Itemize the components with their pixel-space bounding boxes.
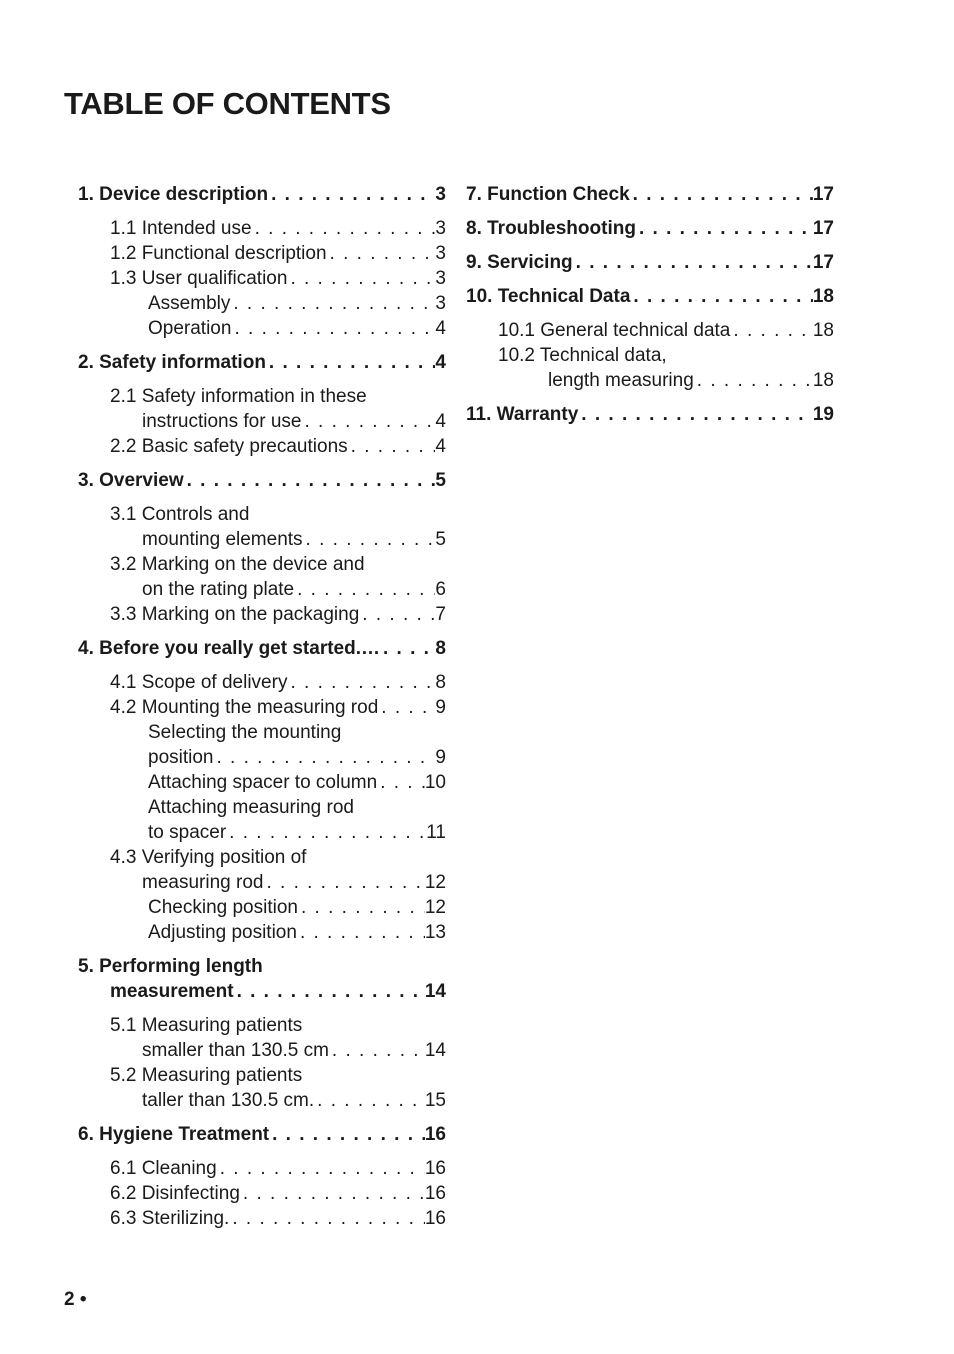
toc-leader-dots	[327, 241, 436, 266]
toc-page-number: 16	[424, 1183, 446, 1204]
toc-entry-label: measurement	[110, 981, 234, 1002]
toc-leader-dots	[298, 895, 425, 920]
toc-leader-dots	[573, 250, 813, 275]
toc-sub-entry[interactable]	[78, 745, 446, 770]
toc-page-number: 6	[435, 579, 446, 600]
toc-page-number: 16	[424, 1124, 446, 1145]
toc-entry-label: 3.3 Marking on the packaging	[110, 604, 360, 625]
toc-entry-label: to spacer	[148, 822, 227, 843]
toc-page-number: 4	[435, 411, 446, 432]
toc-chapter-entry[interactable]	[78, 468, 446, 493]
toc-sub-entry[interactable]	[78, 870, 446, 895]
toc-leader-dots	[294, 577, 435, 602]
toc-sub-entry[interactable]	[78, 820, 446, 845]
toc-leader-dots	[630, 182, 813, 207]
toc-entry-label: Operation	[148, 318, 232, 339]
toc-entry-label: 5.1 Measuring patients	[110, 1015, 303, 1036]
toc-page-number: 15	[424, 1090, 446, 1111]
toc-sub-entry[interactable]	[78, 552, 446, 577]
toc-entry-label: 10.2 Technical data,	[498, 345, 667, 366]
toc-sub-entry[interactable]	[78, 1088, 446, 1113]
toc-entry-label: 5.2 Measuring patients	[110, 1065, 303, 1086]
toc-page-number: 8	[435, 672, 446, 693]
toc-sub-entry[interactable]	[78, 795, 446, 820]
toc-page-number: 11	[426, 822, 446, 843]
toc-entry-label: 11. Warranty	[466, 404, 579, 425]
toc-sub-entry[interactable]	[466, 368, 834, 393]
toc-leader-dots	[268, 182, 435, 207]
toc-leader-dots	[269, 1122, 425, 1147]
toc-entry-label: on the rating plate	[142, 579, 295, 600]
toc-page-number: 14	[424, 1040, 446, 1061]
toc-entry-label: 4.2 Mounting the measuring rod	[110, 697, 379, 718]
toc-chapter-entry[interactable]	[466, 216, 834, 241]
toc-page-number: 17	[812, 252, 834, 273]
toc-leader-dots	[231, 316, 435, 341]
toc-entry-label: position	[148, 747, 214, 768]
toc-entry-label: Attaching spacer to column	[148, 772, 378, 793]
toc-leader-dots	[229, 1206, 425, 1231]
toc-entry-label: instructions for use	[142, 411, 302, 432]
toc-leader-dots	[578, 402, 813, 427]
toc-leader-dots	[314, 1088, 425, 1113]
toc-sub-entry[interactable]	[78, 670, 446, 695]
toc-page-number: 5	[435, 529, 446, 550]
toc-leader-dots	[230, 291, 435, 316]
toc-page-number: 4	[435, 318, 446, 339]
toc-entry-label: Adjusting position	[148, 922, 297, 943]
toc-entry-label: mounting elements	[142, 529, 303, 550]
toc-page-number: 18	[812, 286, 834, 307]
toc-leader-dots	[217, 1156, 425, 1181]
toc-sub-entry[interactable]	[78, 434, 446, 459]
toc-page-number: 9	[435, 747, 446, 768]
toc-chapter-entry[interactable]	[78, 954, 446, 979]
toc-page-number: 16	[424, 1158, 446, 1179]
toc-sub-entry[interactable]	[78, 502, 446, 527]
toc-leader-dots	[297, 920, 425, 945]
toc-chapter-entry[interactable]	[466, 402, 834, 427]
toc-entry-label: Checking position	[148, 897, 298, 918]
page-title: TABLE OF CONTENTS	[64, 86, 391, 121]
toc-entry-label: Attaching measuring rod	[148, 797, 354, 818]
toc-entry-label: 6. Hygiene Treatment	[78, 1124, 270, 1145]
toc-entry-label: 3. Overview	[78, 470, 184, 491]
toc-leader-dots	[301, 409, 435, 434]
toc-entry-label: Assembly	[148, 293, 231, 314]
toc-page-number: 8	[435, 638, 446, 659]
toc-page-number: 3	[435, 243, 446, 264]
toc-sub-entry[interactable]	[78, 770, 446, 795]
page-number: 2 •	[64, 1289, 87, 1310]
toc-entry-label: 6.2 Disinfecting	[110, 1183, 240, 1204]
toc-sub-entry[interactable]	[78, 291, 446, 316]
toc-page-number: 14	[424, 981, 446, 1002]
toc-chapter-entry[interactable]	[78, 182, 446, 207]
toc-page-number: 12	[424, 897, 446, 918]
toc-page-number: 18	[812, 370, 834, 391]
toc-leader-dots	[184, 468, 436, 493]
toc-page-number: 3	[435, 293, 446, 314]
toc-chapter-entry[interactable]	[78, 979, 446, 1004]
toc-leader-dots	[240, 1181, 425, 1206]
toc-page-number: 19	[812, 404, 834, 425]
toc-entry-label: 9. Servicing	[466, 252, 573, 273]
toc-leader-dots	[377, 770, 425, 795]
toc-page-number: 13	[424, 922, 446, 943]
toc-sub-entry[interactable]	[78, 216, 446, 241]
toc-sub-entry[interactable]	[78, 527, 446, 552]
toc-entry-label: 1. Device description	[78, 184, 269, 205]
toc-leader-dots	[266, 350, 436, 375]
toc-leader-dots	[630, 284, 812, 309]
toc-page-number: 4	[435, 352, 446, 373]
toc-page-number: 7	[435, 604, 446, 625]
toc-left-column	[78, 182, 446, 1231]
toc-entry-label: 1.1 Intended use	[110, 218, 252, 239]
toc-leader-dots	[329, 1038, 425, 1063]
toc-leader-dots	[287, 266, 435, 291]
toc-entry-label: 2.2 Basic safety precautions	[110, 436, 348, 457]
toc-entry-label: 8. Troubleshooting	[466, 218, 636, 239]
toc-entry-label: 2.1 Safety information in these	[110, 386, 367, 407]
toc-sub-entry[interactable]	[78, 266, 446, 291]
toc-entry-label: 7. Function Check	[466, 184, 630, 205]
toc-entry-label: measuring rod	[142, 872, 264, 893]
toc-page-number: 3	[435, 268, 446, 289]
toc-right-column	[466, 182, 834, 427]
toc-leader-dots	[378, 695, 435, 720]
toc-leader-dots	[252, 216, 436, 241]
toc-page-number: 9	[435, 697, 446, 718]
toc-entry-label: smaller than 130.5 cm	[142, 1040, 329, 1061]
toc-entry-label: 3.2 Marking on the device and	[110, 554, 365, 575]
toc-page-number: 17	[812, 218, 834, 239]
toc-leader-dots	[263, 870, 424, 895]
toc-sub-entry[interactable]	[78, 1206, 446, 1231]
toc-entry-label: 4.1 Scope of delivery	[110, 672, 288, 693]
toc-entry-label: 4.3 Verifying position of	[110, 847, 307, 868]
toc-leader-dots	[694, 368, 813, 393]
toc-sub-entry[interactable]	[78, 1063, 446, 1088]
toc-entry-label: 3.1 Controls and	[110, 504, 250, 525]
toc-page-number: 18	[812, 320, 834, 341]
toc-leader-dots	[234, 979, 425, 1004]
toc-sub-entry[interactable]	[78, 577, 446, 602]
toc-leader-dots	[730, 318, 812, 343]
toc-entry-label: 2. Safety information	[78, 352, 266, 373]
toc-page-number: 10	[424, 772, 446, 793]
toc-sub-entry[interactable]	[466, 318, 834, 343]
toc-sub-entry[interactable]	[78, 720, 446, 745]
toc-entry-label: 10. Technical Data	[466, 286, 631, 307]
toc-leader-dots	[214, 745, 436, 770]
toc-sub-entry[interactable]	[78, 1013, 446, 1038]
toc-entry-label: taller than 130.5 cm.	[142, 1090, 315, 1111]
toc-sub-entry[interactable]	[78, 695, 446, 720]
toc-sub-entry[interactable]	[78, 920, 446, 945]
toc-entry-label: 10.1 General technical data	[498, 320, 731, 341]
toc-chapter-entry[interactable]	[466, 182, 834, 207]
toc-leader-dots	[380, 636, 435, 661]
toc-chapter-entry[interactable]	[466, 250, 834, 275]
toc-chapter-entry[interactable]	[466, 284, 834, 309]
toc-page-number: 17	[812, 184, 834, 205]
toc-sub-entry[interactable]	[78, 1038, 446, 1063]
toc-page-number: 5	[435, 470, 446, 491]
toc-sub-entry[interactable]	[78, 384, 446, 409]
toc-chapter-entry[interactable]	[78, 1122, 446, 1147]
toc-page-number: 16	[424, 1208, 446, 1229]
toc-sub-entry[interactable]	[78, 895, 446, 920]
toc-sub-entry[interactable]	[466, 343, 834, 368]
toc-sub-entry[interactable]	[78, 409, 446, 434]
toc-page-number: 12	[424, 872, 446, 893]
toc-sub-entry[interactable]	[78, 316, 446, 341]
toc-page-number: 3	[435, 184, 446, 205]
toc-sub-entry[interactable]	[78, 1156, 446, 1181]
toc-leader-dots	[303, 527, 436, 552]
toc-entry-label: 5. Performing length	[78, 956, 263, 977]
toc-leader-dots	[348, 434, 436, 459]
toc-chapter-entry[interactable]	[78, 636, 446, 661]
toc-entry-label: 4. Before you really get started.…	[78, 638, 380, 659]
toc-entry-label: 1.3 User qualification	[110, 268, 288, 289]
toc-leader-dots	[636, 216, 813, 241]
toc-page-number: 3	[435, 218, 446, 239]
toc-sub-entry[interactable]	[78, 241, 446, 266]
toc-sub-entry[interactable]	[78, 1181, 446, 1206]
toc-leader-dots	[226, 820, 426, 845]
toc-sub-entry[interactable]	[78, 845, 446, 870]
toc-chapter-entry[interactable]	[78, 350, 446, 375]
toc-leader-dots	[359, 602, 435, 627]
toc-entry-label: Selecting the mounting	[148, 722, 342, 743]
toc-entry-label: 6.3 Sterilizing.	[110, 1208, 230, 1229]
toc-entry-label: length measuring	[548, 370, 694, 391]
toc-entry-label: 6.1 Cleaning	[110, 1158, 217, 1179]
toc-page-number: 4	[435, 436, 446, 457]
toc-leader-dots	[287, 670, 435, 695]
toc-sub-entry[interactable]	[78, 602, 446, 627]
toc-entry-label: 1.2 Functional description	[110, 243, 327, 264]
